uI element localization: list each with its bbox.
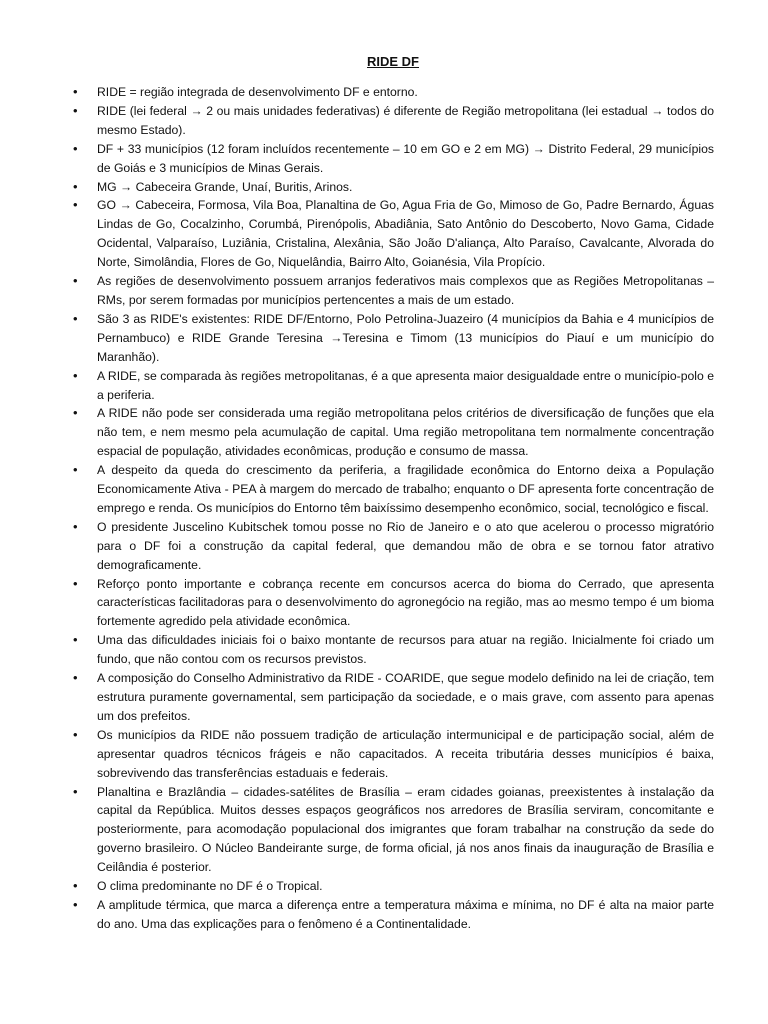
bullet-icon: • — [73, 140, 78, 156]
bullet-icon: • — [73, 896, 78, 912]
list-item — [72, 575, 714, 632]
bullet-icon: • — [73, 726, 78, 742]
list-item — [72, 461, 714, 518]
list-item — [72, 669, 714, 726]
list-item — [72, 631, 714, 669]
bullet-icon: • — [73, 310, 78, 326]
bullet-icon: • — [73, 367, 78, 383]
list-item-text: As regiões de desenvolvimento possuem arranjos federativos mais complexos que as Regiões Metropolitanas – RMs, por serem formadas por municípios pertencentes a mais de um estado. — [97, 274, 714, 307]
bullet-icon: • — [73, 575, 78, 591]
bullet-icon: • — [73, 84, 78, 99]
list-item — [72, 367, 714, 405]
list-item-text: Os municípios da RIDE não possuem tradição de articulação intermunicipal e de participação social, além de apresentar quadros técnicos frágeis e não capacitados. A receita tributária desses municípios é baixa, sobrevivendo das transferências estaduais e federais. — [97, 727, 714, 780]
list-item-text: São 3 as RIDE's existentes: RIDE DF/Entorno, Polo Petrolina-Juazeiro (4 municípios da Bahia e 4 municípios de Pernambuco) e RIDE Grande Teresina →Teresina e Timom (13 municípios do Piauí e um município do Maranhão). — [97, 311, 714, 364]
list-item — [72, 196, 714, 272]
list-item-text: MG → Cabeceira Grande, Unaí, Buritis, Arinos. — [97, 179, 353, 194]
list-item — [72, 726, 714, 783]
list-item-text: O presidente Juscelino Kubitschek tomou posse no Rio de Janeiro e o ato que acelerou o processo migratório para o DF foi a construção da capital federal, que demandou mão de obra e se tornou fator atrativo demograficamente. — [97, 519, 714, 572]
list-item — [72, 83, 714, 102]
list-item-text: A RIDE não pode ser considerada uma região metropolitana pelos critérios de diversificação de funções que ela não tem, e nem mesmo pela acumulação de capital. Uma região metropolitana tem normalmente concentração espacial de população, atividades econômicas, produção e consumo de massa. — [97, 406, 714, 459]
list-item-text: GO → Cabeceira, Formosa, Vila Boa, Planaltina de Go, Agua Fria de Go, Mimoso de Go, Padre Bernardo, Águas Lindas de Go, Cocalzinho, Corumbá, Pirenópolis, Abadiânia, Sato Antônio do Descoberto, Novo Gama, Cidade Ocidental, Valparaíso, Luziânia, Cristalina, Alexânia, São João D'aliança, Alto Paraíso, Cavalcante, Alvorada do Norte, Simolândia, Flores de Go, Niquelândia, Bairro Alto, Goianésia, Vila Propício. — [97, 198, 714, 270]
bullet-list — [72, 83, 714, 934]
bullet-icon: • — [73, 178, 78, 194]
list-item-text: O clima predominante no DF é o Tropical. — [97, 879, 323, 894]
list-item — [72, 896, 714, 934]
bullet-icon: • — [73, 197, 78, 213]
bullet-icon: • — [73, 102, 78, 118]
list-item-text: RIDE (lei federal → 2 ou mais unidades federativas) é diferente de Região metropolitana (lei estadual → todos do mesmo Estado). — [97, 103, 714, 137]
list-item — [72, 272, 714, 310]
list-item-text: RIDE = região integrada de desenvolvimento DF e entorno. — [97, 85, 418, 99]
list-item-text: A RIDE, se comparada às regiões metropolitanas, é a que apresenta maior desigualdade entre o município-polo e a periferia. — [97, 368, 714, 402]
list-item — [72, 102, 714, 140]
list-item — [72, 783, 714, 878]
list-item-text: Uma das dificuldades iniciais foi o baixo montante de recursos para atuar na região. Inicialmente foi criado um fundo, que não contou com os recursos previstos. — [97, 633, 714, 667]
bullet-icon: • — [73, 783, 78, 799]
list-item-text: DF + 33 municípios (12 foram incluídos recentemente – 10 em GO e 2 em MG) → Distrito Federal, 29 municípios de Goiás e 3 municípios de Minas Gerais. — [97, 141, 714, 175]
list-item — [72, 310, 714, 367]
bullet-icon: • — [73, 632, 78, 648]
bullet-icon: • — [73, 462, 78, 478]
bullet-icon: • — [73, 273, 78, 289]
list-item — [72, 404, 714, 461]
bullet-icon: • — [73, 518, 78, 534]
list-item — [72, 518, 714, 575]
list-item — [72, 178, 714, 197]
bullet-icon: • — [73, 405, 78, 421]
list-item-text: Planaltina e Brazlândia – cidades-satélites de Brasília – eram cidades goianas, preexistentes à instalação da capital da República. Muitos desses espaços geográficos nos arredores de Brasília serviram, concomitante e posteriormente, para acomodação populacional dos imigrantes que foram trabalhar na construção da sede do governo brasileiro. O Núcleo Bandeirante surge, de forma oficial, já nos anos finais da inauguração de Brasília e Ceilândia é posterior. — [97, 784, 714, 875]
list-item-text: Reforço ponto importante e cobrança recente em concursos acerca do bioma do Cerrado, que apresenta características facilitadoras para o desenvolvimento do agronegócio na região, mas ao mesmo tempo é um bioma fortemente agredido pela atividade econômica. — [97, 576, 714, 629]
list-item-text: A amplitude térmica, que marca a diferença entre a temperatura máxima e mínima, no DF é alta na maior parte do ano. Uma das explicações para o fenômeno é a Continentalidade. — [97, 897, 714, 931]
list-item-text: A despeito da queda do crescimento da periferia, a fragilidade econômica do Entorno deixa a População Economicamente Ativa - PEA à margem do mercado de trabalho; enquanto o DF apresenta forte concentração de emprego e renda. Os municípios do Entorno têm baixíssimo desempenho econômico, social, tecnológico e fiscal. — [97, 463, 714, 515]
bullet-icon: • — [73, 878, 78, 894]
document-title: RIDE DF — [367, 54, 419, 69]
list-item-text: A composição do Conselho Administrativo da RIDE - COARIDE, que segue modelo definido na lei de criação, tem estrutura puramente governamental, sem participação da sociedade, e o mais grave, com assento para apenas um dos prefeitos. — [97, 671, 714, 723]
list-item — [72, 140, 714, 178]
bullet-icon: • — [73, 670, 78, 686]
list-item — [72, 877, 714, 896]
